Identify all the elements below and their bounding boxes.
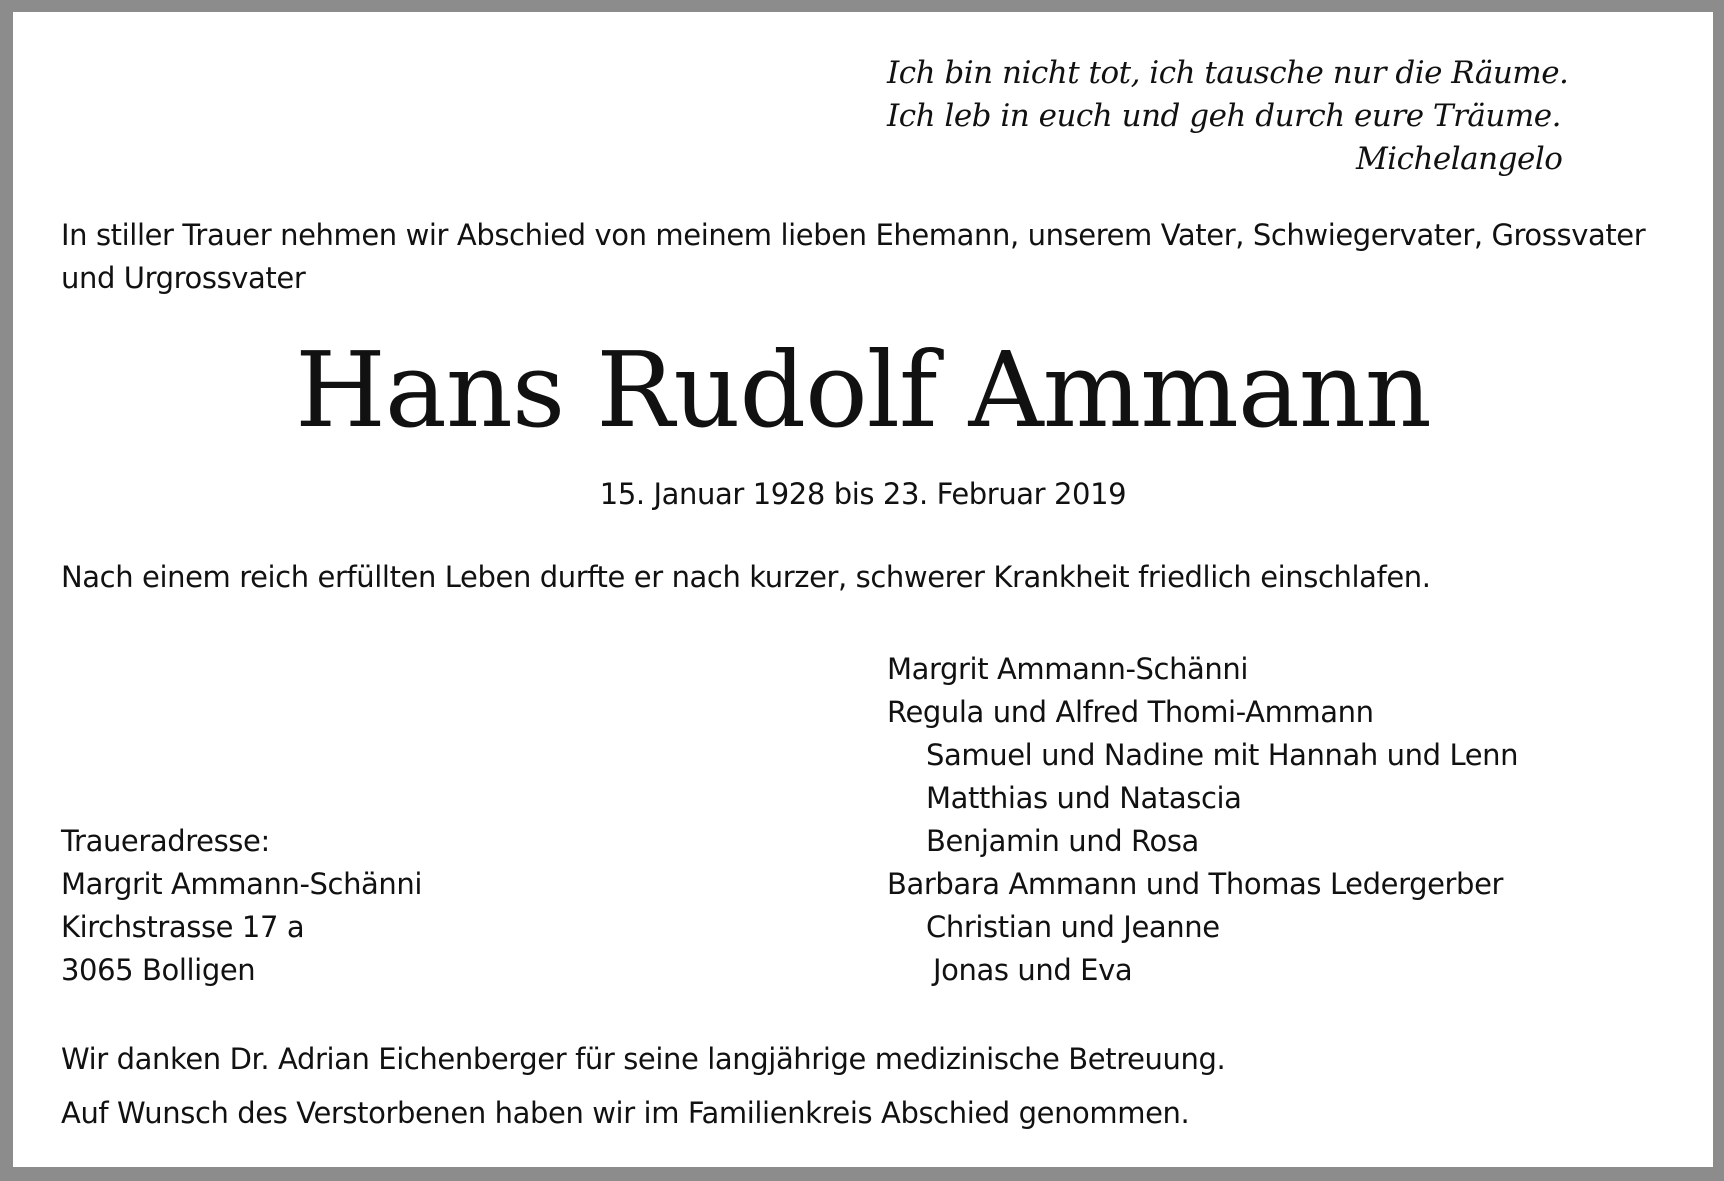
mourner-item: Regula und Alfred Thomi-Ammann [887,695,1374,729]
mourner-item: Christian und Jeanne [926,910,1220,944]
obituary-page [13,12,1713,1167]
address-name: Margrit Ammann-Schänni [61,867,423,901]
address-street: Kirchstrasse 17 a [61,910,305,944]
statement-text: Nach einem reich erfüllten Leben durfte er nach kurzer, schwerer Krankheit friedlich einschlafen. [61,560,1431,594]
deceased-name: Hans Rudolf Ammann [295,329,1431,451]
mourners-list [887,648,1518,992]
mourner-item: Margrit Ammann-Schänni [887,652,1249,686]
address-city: 3065 Bolligen [61,953,256,987]
thanks-line-1: Wir danken Dr. Adrian Eichenberger für seine langjährige medizinische Betreuung. [61,1042,1226,1076]
thanks-line-2: Auf Wunsch des Verstorbenen haben wir im Familienkreis Abschied genommen. [61,1096,1190,1130]
mourner-item: Benjamin und Rosa [926,824,1199,858]
mourner-item: Jonas und Eva [933,953,1133,987]
quote-line-1: Ich bin nicht tot, ich tausche nur die Räume. [887,55,1569,91]
address-label: Traueradresse: [61,824,270,858]
quote-line-2: Ich leb in euch und geh durch eure Träume. [887,98,1561,134]
quote-block [887,52,1568,181]
life-dates: 15. Januar 1928 bis 23. Februar 2019 [599,477,1127,511]
mourning-address [61,820,422,992]
thanks-block [61,1032,1225,1140]
quote-author: Michelangelo [1355,141,1563,177]
mourner-item: Matthias und Natascia [926,781,1242,815]
intro-text: In stiller Trauer nehmen wir Abschied von meinem lieben Ehemann, unserem Vater, Schwiegervater, Grossvater und Urgrossvater [61,218,1646,295]
mourner-item: Samuel und Nadine mit Hannah und Lenn [926,738,1519,772]
mourner-item: Barbara Ammann und Thomas Ledergerber [887,867,1504,901]
